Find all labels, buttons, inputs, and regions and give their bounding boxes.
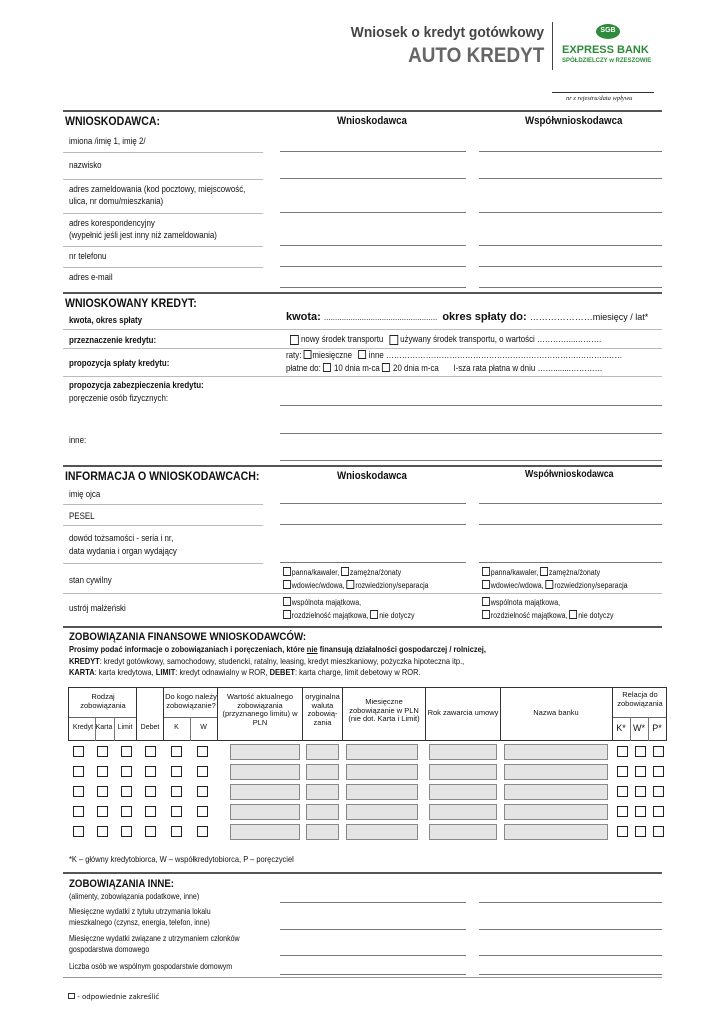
household-size-applicant-field[interactable] (280, 974, 466, 975)
other-obligations-applicant-field[interactable] (280, 902, 466, 903)
obligation-field[interactable] (230, 804, 300, 820)
obligation-field[interactable] (504, 784, 608, 800)
email-label: adres e-mail (69, 272, 113, 282)
intro-text-b: finansują działalności gospodarczej / rolniczej, (317, 644, 486, 654)
separate-property-checkbox[interactable] (283, 610, 291, 619)
obligation-checkbox[interactable] (97, 826, 108, 837)
limit-term: LIMIT (155, 667, 176, 677)
not-applicable-checkbox[interactable] (370, 610, 378, 619)
obligation-checkbox[interactable] (121, 766, 132, 777)
not-applicable-checkbox[interactable] (569, 610, 577, 619)
coapplicant-first-names-field[interactable] (479, 151, 662, 152)
collateral-label: propozycja zabezpieczenia kredytu: (69, 380, 204, 390)
sub-karta: Karta (95, 724, 113, 731)
applicant-pesel-field[interactable] (280, 524, 466, 525)
civil-status-label: stan cywilny (69, 575, 112, 585)
form-subtitle: AUTO KREDYT (407, 44, 544, 67)
amount-row (286, 311, 648, 324)
row-separator (63, 213, 263, 214)
amount-label: kwota: (286, 311, 321, 323)
not-applicable-label: nie dotyczy (578, 611, 614, 620)
community-property-checkbox[interactable] (482, 597, 490, 606)
form-title: Wniosek o kredyt gotówkowy (350, 24, 544, 41)
th-relation: Relacja do zobowiązania (617, 690, 663, 708)
section4-title: ZOBOWIĄZANIA FINANSOWE WNIOSKODAWCÓW: (69, 631, 307, 643)
obligation-field[interactable] (306, 764, 339, 780)
sub-w-star: W* (633, 723, 645, 733)
obligation-field[interactable] (230, 784, 300, 800)
row-separator (63, 152, 263, 153)
col-border (68, 687, 69, 741)
obligation-checkbox[interactable] (197, 806, 208, 817)
married-checkbox[interactable] (540, 567, 548, 576)
row-separator (63, 593, 662, 594)
obligation-checkbox[interactable] (73, 766, 84, 777)
widowed-label: wdowiec/wdowa, (291, 581, 345, 590)
obligation-field[interactable] (306, 784, 339, 800)
obligation-checkbox[interactable] (145, 746, 156, 757)
obligation-checkbox[interactable] (635, 826, 646, 837)
th-monthly: Miesięczne zobowiązanie w PLN (nie dot. Karta i Limit) (348, 697, 420, 724)
applicant-id-field[interactable] (280, 562, 466, 563)
coapplicant-father-name-field[interactable] (479, 503, 662, 504)
sub-w: W (200, 724, 207, 731)
community-property-checkbox[interactable] (283, 597, 291, 606)
obligation-field[interactable] (346, 784, 418, 800)
obligation-checkbox[interactable] (73, 806, 84, 817)
section5-subtitle: (alimenty, zobowiązania podatkowe, inne) (69, 892, 200, 901)
single-label: panna/kawaler, (490, 568, 539, 577)
mailing-address-label: adres korespondencyjny (69, 218, 155, 228)
applicant-email-field[interactable] (280, 287, 466, 288)
section1-rule (63, 110, 662, 112)
row-separator (63, 563, 263, 564)
obligation-checkbox[interactable] (617, 786, 628, 797)
guarantee-label: poręczenie osób fizycznych: (69, 393, 169, 403)
amount-term-label: kwota, okres spłaty (69, 315, 143, 325)
father-name-label: imię ojca (69, 489, 101, 499)
coapplicant-surname-field[interactable] (479, 178, 662, 179)
section4-intro (69, 645, 486, 655)
obligation-checkbox[interactable] (73, 786, 84, 797)
sub-limit: Limit (117, 724, 133, 731)
coapplicant-property-options (482, 596, 613, 622)
obligation-field[interactable] (346, 764, 418, 780)
monthly-checkbox[interactable] (304, 350, 312, 359)
obligation-field[interactable] (429, 804, 497, 820)
divorced-checkbox[interactable] (546, 580, 554, 589)
obligation-field[interactable] (504, 804, 608, 820)
row-separator (63, 376, 662, 377)
obligation-checkbox[interactable] (653, 826, 664, 837)
row-separator (63, 504, 263, 505)
intro-text-a: Prosimy podać informacje o zobowiązaniach i poręczeniach, które (69, 644, 307, 654)
term-unit: miesięcy / lat* (592, 312, 649, 322)
obligation-checkbox[interactable] (145, 786, 156, 797)
obligation-field[interactable] (230, 744, 300, 760)
obligation-checkbox[interactable] (121, 826, 132, 837)
separate-property-label: rozdzielność majątkowa, (291, 611, 369, 620)
guarantee-field[interactable] (280, 405, 662, 406)
obligation-field[interactable] (306, 804, 339, 820)
row-separator (63, 246, 263, 247)
day-10-checkbox[interactable] (323, 363, 331, 372)
married-label: zamężna/żonaty (548, 568, 601, 577)
applicant-first-names-field[interactable] (280, 151, 466, 152)
section3-col1-header: Wnioskodawca (337, 470, 407, 482)
footer-legend (68, 993, 159, 1001)
other-installment-input[interactable]: inne ……………………………………………………………….………..…… (368, 350, 623, 360)
obligation-field[interactable] (429, 744, 497, 760)
day-20-checkbox[interactable] (382, 363, 390, 372)
legend-text: - odpowiednie zakreślić (77, 993, 160, 1001)
applicant-property-options (283, 596, 414, 622)
obligation-checkbox[interactable] (73, 826, 84, 837)
section1-col1-header: Wnioskodawca (337, 115, 407, 127)
th-bank-name: Nazwa banku (533, 708, 579, 717)
other-checkbox[interactable] (358, 350, 366, 359)
obligation-checkbox[interactable] (145, 806, 156, 817)
separate-property-label: rozdzielność majątkowa, (490, 611, 568, 620)
household-size-label: Liczba osób we wspólnym gospodarstwie domowym (69, 962, 233, 971)
relation-footnote: *K – główny kredytobiorca, W – współkredytobiorca, P – poręczyciel (69, 854, 294, 864)
kredyt-text: : kredyt gotówkowy, samochodowy, studencki, ratalny, leasing, kredyt mieszkaniowy, pożyczka hipoteczna itp., (99, 656, 465, 666)
obligation-checkbox[interactable] (171, 806, 182, 817)
debet-text: : karta charge, limit debetowy w ROR. (295, 667, 421, 677)
obligation-checkbox[interactable] (617, 826, 628, 837)
coapplicant-pesel-field[interactable] (479, 524, 662, 525)
monthly-label: miesięczne (312, 350, 353, 360)
intro-text-nie: nie (306, 644, 318, 654)
obligation-field[interactable] (306, 824, 339, 840)
obligation-checkbox[interactable] (121, 746, 132, 757)
widowed-checkbox[interactable] (482, 580, 490, 589)
obligation-checkbox[interactable] (73, 746, 84, 757)
sub-k-star: K* (616, 723, 626, 733)
section3-rule (63, 465, 662, 467)
limit-text: : kredyt odnawialny w ROR, (175, 667, 270, 677)
col-border (217, 687, 218, 741)
row-separator (63, 348, 662, 349)
housing-costs-coapplicant-field[interactable] (479, 929, 662, 930)
obligation-checkbox[interactable] (145, 826, 156, 837)
id-document-label-2: data wydania i organ wydający (69, 546, 177, 556)
household-costs-applicant-field[interactable] (280, 955, 466, 956)
obligation-checkbox[interactable] (171, 786, 182, 797)
other-obligations-coapplicant-field[interactable] (479, 902, 662, 903)
amount-input[interactable]: ................................................... (323, 313, 438, 322)
registered-address-label-2: ulica, nr domu/mieszkania) (69, 196, 164, 206)
applicant-surname-label: nazwisko (69, 160, 102, 170)
sub-debet: Debet (140, 724, 160, 731)
th-obligation-type: Rodzaj zobowiązania (80, 692, 126, 710)
obligation-field[interactable] (504, 744, 608, 760)
table-subheader-split (68, 717, 136, 718)
applicant-civil-options (283, 566, 429, 592)
obligation-checkbox[interactable] (171, 746, 182, 757)
bank-name: EXPRESS BANK (562, 44, 649, 56)
pesel-label: PESEL (69, 511, 95, 521)
section5-title: ZOBOWIĄZANIA INNE: (69, 878, 175, 890)
th-current-value: Wartość aktualnego zobowiązania (przyznanego limitu) w PLN (222, 692, 298, 727)
housing-costs-label-2: mieszkalnego (czynsz, energia, telefon, inne) (69, 918, 210, 927)
obligation-checkbox[interactable] (97, 766, 108, 777)
single-label: panna/kawaler, (291, 568, 340, 577)
obligation-field[interactable] (306, 744, 339, 760)
obligation-checkbox[interactable] (635, 786, 646, 797)
sub-p-star: P* (652, 723, 662, 733)
first-installment-input[interactable]: I-sza rata płatna w dniu ……........………… (453, 363, 603, 373)
divorced-label: rozwiedziony/separacja (355, 581, 429, 590)
obligation-checkbox[interactable] (653, 806, 664, 817)
vehicle-value-input[interactable]: o wartości …………...………. (499, 334, 602, 344)
row-separator (63, 179, 263, 180)
col-border (163, 687, 164, 741)
obligation-field[interactable] (230, 824, 300, 840)
section1-col2-header: Współwnioskodawca (525, 115, 623, 127)
applicant-mailing-address-field[interactable] (280, 245, 466, 246)
household-size-coapplicant-field[interactable] (479, 974, 662, 975)
col-border (136, 687, 137, 741)
new-vehicle-label: nowy środek transportu (301, 334, 384, 344)
sub-k: K (174, 724, 179, 731)
section3-col2-header: Współwnioskodawca (525, 469, 614, 480)
divorced-label: rozwiedziony/separacja (554, 581, 628, 590)
obligation-checkbox[interactable] (197, 786, 208, 797)
th-year: Rok zawarcia umowy (427, 708, 499, 717)
header-divider (552, 22, 553, 70)
installments-label: raty: (286, 350, 302, 360)
obligation-checkbox[interactable] (635, 746, 646, 757)
section1-title: WNIOSKODAWCA: (65, 114, 161, 128)
obligation-field[interactable] (429, 824, 497, 840)
karta-term: KARTA (69, 667, 95, 677)
section4-rule (63, 626, 662, 628)
registered-address-label: adres zameldowania (kod pocztowy, miejscowość, (69, 184, 246, 194)
obligation-checkbox[interactable] (197, 826, 208, 837)
obligation-checkbox[interactable] (97, 746, 108, 757)
used-vehicle-label: używany środek transportu, (400, 334, 497, 344)
coapplicant-mailing-address-field[interactable] (479, 245, 662, 246)
repayment-options-row1 (286, 350, 622, 360)
obligation-field[interactable] (504, 824, 608, 840)
community-property-label: wspólnota majątkowa, (490, 598, 561, 607)
col-border (342, 687, 343, 741)
term-input[interactable]: ………………… (529, 312, 593, 322)
table-subheader-border (68, 740, 667, 741)
section2-rule (63, 292, 662, 294)
col-border (666, 687, 667, 741)
repayment-options-row2 (286, 363, 603, 373)
bank-subname: SPÓŁDZIELCZY w RZESZOWIE (562, 58, 652, 64)
obligation-checkbox[interactable] (635, 766, 646, 777)
widowed-checkbox[interactable] (283, 580, 291, 589)
obligation-checkbox[interactable] (197, 746, 208, 757)
married-label: zamężna/żonaty (349, 568, 402, 577)
household-costs-coapplicant-field[interactable] (479, 955, 662, 956)
section3-title: INFORMACJA O WNIOSKODAWCACH: (65, 469, 260, 483)
new-vehicle-checkbox[interactable] (290, 335, 299, 345)
th-currency: oryginalna waluta zobowią-zania (305, 692, 340, 727)
obligation-checkbox[interactable] (97, 786, 108, 797)
applicant-registered-address-field[interactable] (280, 212, 466, 213)
obligation-checkbox[interactable] (617, 746, 628, 757)
coapplicant-id-field[interactable] (479, 562, 662, 563)
divorced-checkbox[interactable] (347, 580, 355, 589)
obligation-checkbox[interactable] (653, 766, 664, 777)
household-costs-label: Miesięczne wydatki związane z utrzymaniem członków (69, 934, 240, 943)
table-subheader-split (612, 717, 667, 718)
obligation-field[interactable] (230, 764, 300, 780)
applicant-first-names-label: imiona /imię 1, imię 2/ (69, 136, 146, 146)
debet-term: DEBET (269, 667, 296, 677)
obligation-field[interactable] (346, 744, 418, 760)
obligation-checkbox[interactable] (635, 806, 646, 817)
karta-definition (69, 668, 421, 678)
obligation-field[interactable] (429, 784, 497, 800)
repayment-label: propozycja spłaty kredytu: (69, 358, 170, 368)
coapplicant-registered-address-field[interactable] (479, 212, 662, 213)
applicant-surname-field[interactable] (280, 178, 466, 179)
coapplicant-civil-options (482, 566, 628, 592)
mailing-address-label-2: (wypełnić jeśli jest inny niż zameldowania) (69, 230, 217, 240)
obligation-checkbox[interactable] (653, 786, 664, 797)
row-separator (63, 525, 263, 526)
housing-costs-label: Miesięczne wydatki z tytułu utrzymania lokalu (69, 907, 211, 916)
obligation-checkbox[interactable] (121, 806, 132, 817)
widowed-label: wdowiec/wdowa, (490, 581, 544, 590)
sub-kredyt: Kredyt (72, 724, 94, 731)
applicant-phone-field[interactable] (280, 266, 466, 267)
other-collateral-label: inne: (69, 435, 87, 445)
row-separator (63, 267, 263, 268)
loan-purpose-label: przeznaczenie kredytu: (69, 335, 157, 345)
obligation-field[interactable] (346, 824, 418, 840)
table-top-border (68, 687, 667, 688)
community-property-label: wspólnota majątkowa, (291, 598, 362, 607)
registry-note: nr z rejestru/data wpływu (566, 95, 633, 102)
single-checkbox[interactable] (482, 567, 490, 576)
obligation-checkbox[interactable] (145, 766, 156, 777)
row-separator (63, 329, 662, 330)
single-checkbox[interactable] (283, 567, 291, 576)
phone-label: nr telefonu (69, 251, 107, 261)
registry-line[interactable] (552, 92, 654, 93)
property-regime-label: ustrój małżeński (69, 603, 126, 613)
loan-purpose-options (290, 334, 601, 345)
separate-property-checkbox[interactable] (482, 610, 490, 619)
logo-badge: SGB (600, 27, 616, 34)
section5-bottom-rule (63, 977, 662, 978)
bank-logo (596, 24, 620, 39)
id-document-label: dowód tożsamości - seria i nr, (69, 533, 174, 543)
housing-costs-applicant-field[interactable] (280, 929, 466, 930)
household-costs-label-2: gospodarstwa domowego (69, 945, 150, 954)
coapplicant-email-field[interactable] (479, 287, 662, 288)
married-checkbox[interactable] (341, 567, 349, 576)
obligation-checkbox[interactable] (97, 806, 108, 817)
term-label: okres spłaty do: (442, 311, 527, 323)
obligation-checkbox[interactable] (171, 766, 182, 777)
coapplicant-phone-field[interactable] (479, 266, 662, 267)
day-10-label: 10 dnia m-ca (334, 363, 380, 373)
obligation-checkbox[interactable] (653, 746, 664, 757)
obligation-field[interactable] (429, 764, 497, 780)
section5-rule (63, 872, 662, 874)
not-applicable-label: nie dotyczy (379, 611, 415, 620)
obligation-checkbox[interactable] (617, 766, 628, 777)
kredyt-definition (69, 657, 464, 667)
obligation-checkbox[interactable] (617, 806, 628, 817)
legend-checkbox-icon (68, 993, 75, 999)
col-border (500, 687, 501, 741)
other-collateral-field[interactable] (280, 460, 662, 461)
guarantee-field-2[interactable] (280, 433, 662, 434)
kredyt-term: KREDYT (69, 656, 100, 666)
used-vehicle-checkbox[interactable] (389, 335, 398, 345)
th-obligation-owner: Do kogo należy zobowiązanie? (165, 692, 217, 710)
section2-title: WNIOSKOWANY KREDYT: (65, 296, 197, 310)
obligation-checkbox[interactable] (197, 766, 208, 777)
obligation-checkbox[interactable] (171, 826, 182, 837)
day-20-label: 20 dnia m-ca (393, 363, 439, 373)
obligation-checkbox[interactable] (121, 786, 132, 797)
obligation-field[interactable] (346, 804, 418, 820)
applicant-father-name-field[interactable] (280, 503, 466, 504)
payable-label: płatne do: (286, 363, 321, 373)
obligation-field[interactable] (504, 764, 608, 780)
karta-text: : karta kredytowa, (94, 667, 156, 677)
